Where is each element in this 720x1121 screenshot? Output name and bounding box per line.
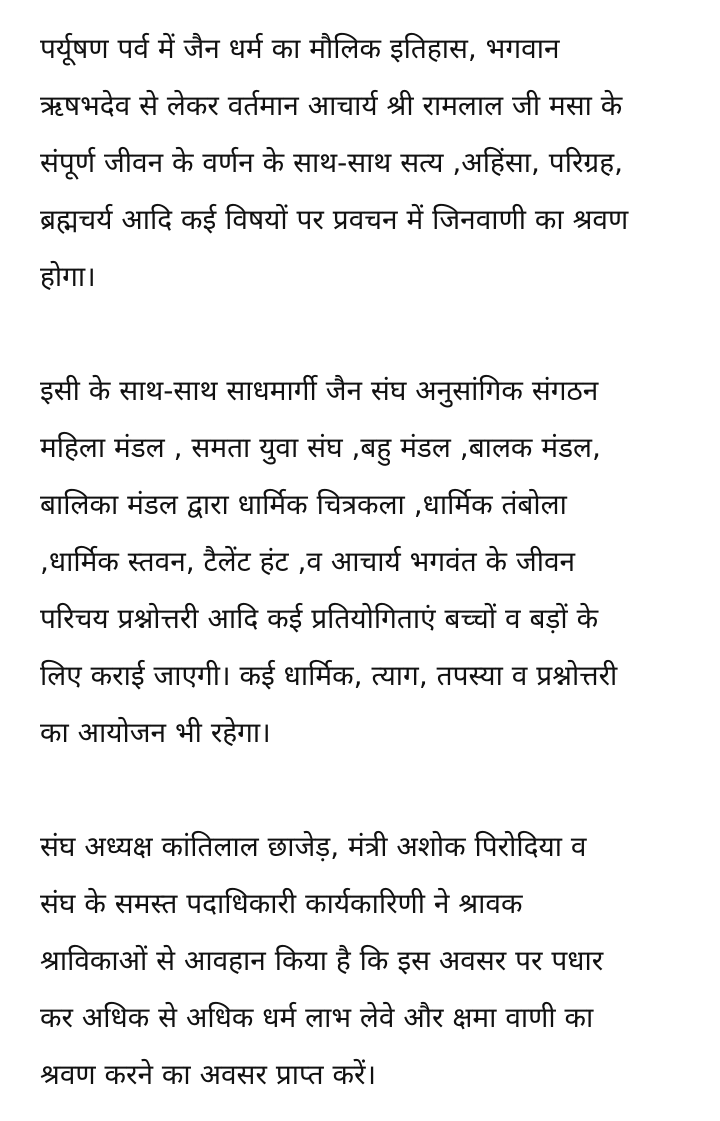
- paragraph-line: होगा।: [40, 260, 96, 293]
- paragraph-line: महिला मंडल , समता युवा संघ ,बहु मंडल ,बालक मंडल,: [40, 431, 601, 464]
- paragraph-line: ब्रह्मचर्य आदि कई विषयों पर प्रवचन में जिनवाणी का श्रवण: [40, 203, 629, 236]
- paragraph-line: श्राविकाओं से आवहान किया है कि इस अवसर पर पधार: [40, 944, 604, 977]
- paragraph-line: इसी के साथ-साथ साधमार्गी जैन संघ अनुसांगिक संगठन: [40, 374, 599, 407]
- paragraph-line: संघ अध्यक्ष कांतिलाल छाजेड़, मंत्री अशोक पिरोदिया व: [40, 830, 587, 863]
- paragraph-line: संपूर्ण जीवन के वर्णन के साथ-साथ सत्य ,अहिंसा, परिग्रह,: [40, 146, 623, 179]
- paragraph-2: [40, 362, 700, 761]
- paragraph-line: ऋषभदेव से लेकर वर्तमान आचार्य श्री रामलाल जी मसा के: [40, 89, 623, 122]
- paragraph-line: लिए कराई जाएगी। कई धार्मिक, त्याग, तपस्या व प्रश्नोत्तरी: [40, 659, 618, 692]
- paragraph-spacer: [40, 305, 700, 362]
- paragraph-3: [40, 818, 700, 1103]
- paragraph-line: परिचय प्रश्नोत्तरी आदि कई प्रतियोगिताएं बच्चों व बड़ों के: [40, 602, 599, 635]
- article-body: [40, 20, 700, 1103]
- paragraph-spacer: [40, 761, 700, 818]
- paragraph-line: का आयोजन भी रहेगा।: [40, 716, 271, 749]
- paragraph-line: ,धार्मिक स्तवन, टैलेंट हंट ,व आचार्य भगवंत के जीवन: [40, 545, 576, 578]
- paragraph-line: श्रवण करने का अवसर प्राप्त करें।: [40, 1058, 377, 1091]
- paragraph-1: [40, 20, 700, 305]
- paragraph-line: संघ के समस्त पदाधिकारी कार्यकारिणी ने श्रावक: [40, 887, 523, 920]
- paragraph-line: कर अधिक से अधिक धर्म लाभ लेवे और क्षमा वाणी का: [40, 1001, 594, 1034]
- paragraph-line: बालिका मंडल द्वारा धार्मिक चित्रकला ,धार्मिक तंबोला: [40, 488, 567, 521]
- paragraph-line: पर्यूषण पर्व में जैन धर्म का मौलिक इतिहास, भगवान: [40, 32, 560, 65]
